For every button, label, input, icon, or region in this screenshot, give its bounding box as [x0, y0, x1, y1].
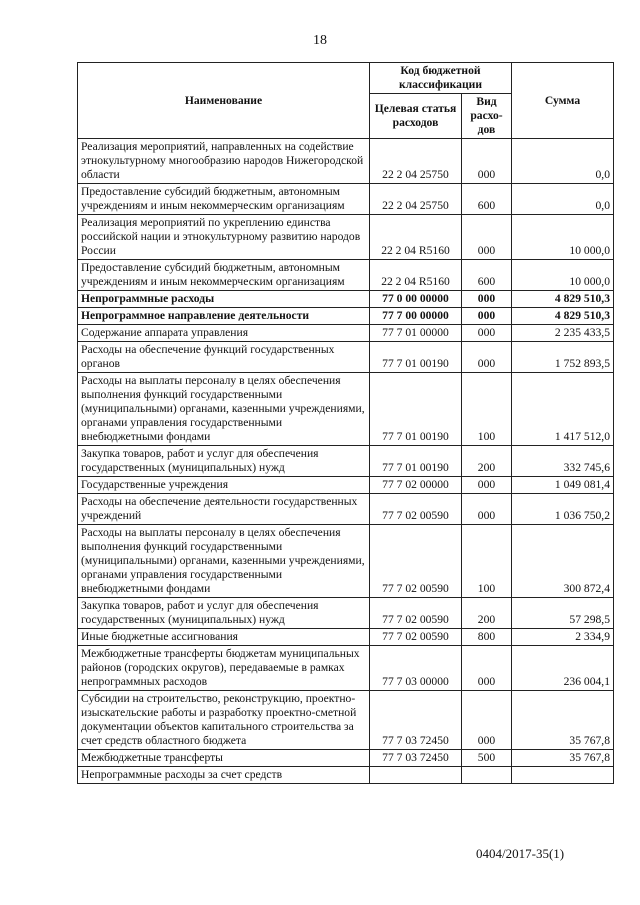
table-row — [78, 139, 614, 184]
row-type-cell: 000 — [462, 342, 512, 373]
row-code-cell: 77 0 00 00000 — [370, 291, 462, 308]
header-name: Наименование — [78, 63, 370, 139]
row-code-cell: 77 7 02 00590 — [370, 598, 462, 629]
table-row — [78, 598, 614, 629]
table-row — [78, 342, 614, 373]
row-sum-cell: 1 417 512,0 — [512, 373, 614, 446]
row-sum-cell: 300 872,4 — [512, 525, 614, 598]
row-sum-cell: 1 752 893,5 — [512, 342, 614, 373]
row-code-cell: 77 7 03 72450 — [370, 691, 462, 750]
row-sum-cell: 57 298,5 — [512, 598, 614, 629]
table-row — [78, 291, 614, 308]
row-code-cell: 77 7 03 72450 — [370, 750, 462, 767]
row-sum-cell: 35 767,8 — [512, 691, 614, 750]
row-type-cell: 000 — [462, 477, 512, 494]
table-row — [78, 629, 614, 646]
row-code-cell — [370, 767, 462, 784]
row-code-cell: 77 7 02 00590 — [370, 629, 462, 646]
row-type-cell: 200 — [462, 446, 512, 477]
row-name-cell: Расходы на выплаты персоналу в целях обеспечения выполнения функций государственными (муниципальными) органами, казенными учреждениями, органами управления государственными внебюджетными фондами — [78, 525, 370, 598]
row-sum-cell: 10 000,0 — [512, 215, 614, 260]
footer-code: 0404/2017-35(1) — [476, 846, 565, 861]
row-name-cell: Непрограммные расходы за счет средств — [78, 767, 370, 784]
row-sum-cell: 10 000,0 — [512, 260, 614, 291]
row-sum-cell: 4 829 510,3 — [512, 308, 614, 325]
row-sum-cell: 0,0 — [512, 184, 614, 215]
table-row — [78, 215, 614, 260]
row-name-cell: Расходы на обеспечение деятельности государственных учреждений — [78, 494, 370, 525]
row-code-cell: 77 7 03 00000 — [370, 646, 462, 691]
row-code-cell: 22 2 04 R5160 — [370, 215, 462, 260]
row-type-cell: 000 — [462, 325, 512, 342]
row-sum-cell: 4 829 510,3 — [512, 291, 614, 308]
row-type-cell: 600 — [462, 260, 512, 291]
row-name-cell: Непрограммное направление деятельности — [78, 308, 370, 325]
header-sum: Сумма — [512, 63, 614, 139]
row-type-cell — [462, 767, 512, 784]
row-type-cell: 600 — [462, 184, 512, 215]
row-type-cell: 000 — [462, 139, 512, 184]
table-row — [78, 525, 614, 598]
table-row — [78, 260, 614, 291]
table-row — [78, 691, 614, 750]
row-name-cell: Межбюджетные трансферты — [78, 750, 370, 767]
table-row — [78, 446, 614, 477]
row-sum-cell — [512, 767, 614, 784]
row-name-cell: Предоставление субсидий бюджетным, автономным учреждениям и иным некоммерческим организациям — [78, 184, 370, 215]
row-name-cell: Содержание аппарата управления — [78, 325, 370, 342]
row-type-cell: 100 — [462, 373, 512, 446]
row-type-cell: 000 — [462, 691, 512, 750]
row-type-cell: 000 — [462, 291, 512, 308]
row-type-cell: 100 — [462, 525, 512, 598]
row-sum-cell: 2 334,9 — [512, 629, 614, 646]
row-sum-cell: 1 036 750,2 — [512, 494, 614, 525]
page-number: 18 — [313, 33, 327, 48]
row-sum-cell: 236 004,1 — [512, 646, 614, 691]
row-code-cell: 77 7 02 00590 — [370, 525, 462, 598]
header-expense-type: Вид расхо-дов — [462, 94, 512, 139]
row-type-cell: 200 — [462, 598, 512, 629]
row-name-cell: Закупка товаров, работ и услуг для обеспечения государственных (муниципальных) нужд — [78, 446, 370, 477]
row-code-cell: 77 7 02 00000 — [370, 477, 462, 494]
header-code-group: Код бюджетной классификации — [370, 63, 512, 94]
table-row — [78, 477, 614, 494]
row-name-cell: Межбюджетные трансферты бюджетам муниципальных районов (городских округов), передаваемые в рамках непрограммных расходов — [78, 646, 370, 691]
row-code-cell: 22 2 04 25750 — [370, 139, 462, 184]
row-code-cell: 77 7 01 00190 — [370, 373, 462, 446]
row-sum-cell: 0,0 — [512, 139, 614, 184]
table-row — [78, 646, 614, 691]
row-code-cell: 77 7 01 00190 — [370, 342, 462, 373]
row-sum-cell: 332 745,6 — [512, 446, 614, 477]
row-type-cell: 500 — [462, 750, 512, 767]
row-name-cell: Субсидии на строительство, реконструкцию, проектно-изыскательские работы и разработку проектно-сметной документации объектов капитального строительства за счет средств областного бюджета — [78, 691, 370, 750]
header-target-article: Целевая статья расходов — [370, 94, 462, 139]
row-type-cell: 800 — [462, 629, 512, 646]
row-name-cell: Государственные учреждения — [78, 477, 370, 494]
table-body — [78, 139, 614, 784]
row-code-cell: 77 7 01 00190 — [370, 446, 462, 477]
row-code-cell: 77 7 01 00000 — [370, 325, 462, 342]
row-code-cell: 77 7 00 00000 — [370, 308, 462, 325]
row-name-cell: Реализация мероприятий, направленных на содействие этнокультурному многообразию народов Нижегородской области — [78, 139, 370, 184]
row-name-cell: Иные бюджетные ассигнования — [78, 629, 370, 646]
row-name-cell: Расходы на выплаты персоналу в целях обеспечения выполнения функций государственными (муниципальными) органами, казенными учреждениями, органами управления государственными внебюджетными фондами — [78, 373, 370, 446]
row-name-cell: Расходы на обеспечение функций государственных органов — [78, 342, 370, 373]
table-row — [78, 373, 614, 446]
row-sum-cell: 35 767,8 — [512, 750, 614, 767]
table-row — [78, 325, 614, 342]
row-code-cell: 22 2 04 25750 — [370, 184, 462, 215]
table-row — [78, 494, 614, 525]
table-row — [78, 184, 614, 215]
table-row — [78, 767, 614, 784]
row-sum-cell: 2 235 433,5 — [512, 325, 614, 342]
row-type-cell: 000 — [462, 646, 512, 691]
row-type-cell: 000 — [462, 215, 512, 260]
row-name-cell: Непрограммные расходы — [78, 291, 370, 308]
row-code-cell: 77 7 02 00590 — [370, 494, 462, 525]
row-code-cell: 22 2 04 R5160 — [370, 260, 462, 291]
row-sum-cell: 1 049 081,4 — [512, 477, 614, 494]
row-type-cell: 000 — [462, 494, 512, 525]
row-name-cell: Закупка товаров, работ и услуг для обеспечения государственных (муниципальных) нужд — [78, 598, 370, 629]
table-row — [78, 308, 614, 325]
budget-table — [77, 62, 614, 784]
row-name-cell: Реализация мероприятий по укреплению единства российской нации и этнокультурному развитию народов России — [78, 215, 370, 260]
row-name-cell: Предоставление субсидий бюджетным, автономным учреждениям и иным некоммерческим организациям — [78, 260, 370, 291]
row-type-cell: 000 — [462, 308, 512, 325]
table-row — [78, 750, 614, 767]
